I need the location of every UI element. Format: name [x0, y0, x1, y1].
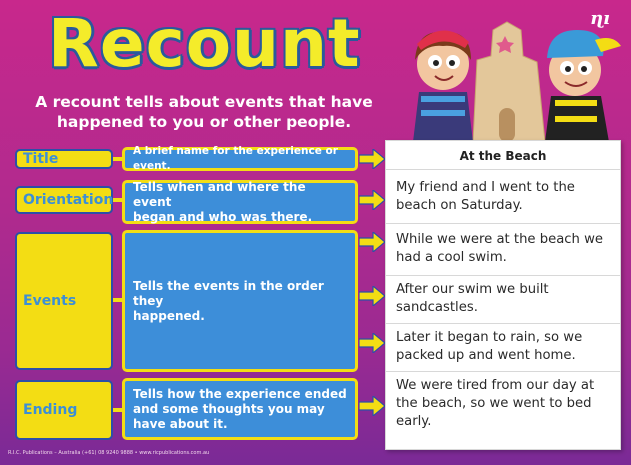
arrow-icon	[359, 396, 385, 416]
example-ending: We were tired from our day at the beach, so we went to bed early.	[396, 378, 595, 429]
label-ending: Ending	[15, 380, 113, 440]
divider	[386, 223, 620, 224]
example-event-3: Later it began to rain, so we packed up and went home.	[396, 330, 583, 363]
description-title: A brief name for the experience or event.	[122, 147, 358, 171]
right-kid-figure	[545, 30, 621, 142]
example-event-1: While we were at the beach we had a cool swim.	[396, 232, 604, 265]
poster-subtitle: A recount tells about events that have happened to you or other people.	[35, 93, 373, 131]
example-recount-sheet	[385, 140, 621, 450]
divider	[386, 323, 620, 324]
corner-doodle: ɳı	[590, 8, 610, 29]
arrow-icon	[359, 286, 385, 306]
example-event-2: After our swim we built sandcastles.	[396, 282, 549, 315]
poster-title: Recount	[48, 5, 361, 82]
divider	[386, 371, 620, 372]
arrow-icon	[359, 190, 385, 210]
divider	[386, 275, 620, 276]
label-orientation: Orientation	[15, 186, 113, 214]
description-ending: Tells how the experience ended and some thoughts you may have about it.	[122, 378, 358, 440]
arrow-icon	[359, 232, 385, 252]
left-kid-figure	[413, 30, 473, 142]
example-title: At the Beach	[459, 149, 547, 163]
publisher-footer: R.I.C. Publications – Australia (+61) 08 9240 9888 • www.ricpublications.com.au	[8, 450, 210, 456]
example-orientation: My friend and I went to the beach on Saturday.	[396, 180, 575, 213]
divider	[386, 169, 620, 170]
arrow-icon	[359, 333, 385, 353]
description-orientation: Tells when and where the event began and who was there.	[122, 180, 358, 224]
description-events: Tells the events in the order they happened.	[122, 230, 358, 372]
arrow-icon	[359, 149, 385, 169]
label-events: Events	[15, 232, 113, 370]
label-title: Title	[15, 149, 113, 169]
sandcastle-door	[499, 108, 515, 142]
